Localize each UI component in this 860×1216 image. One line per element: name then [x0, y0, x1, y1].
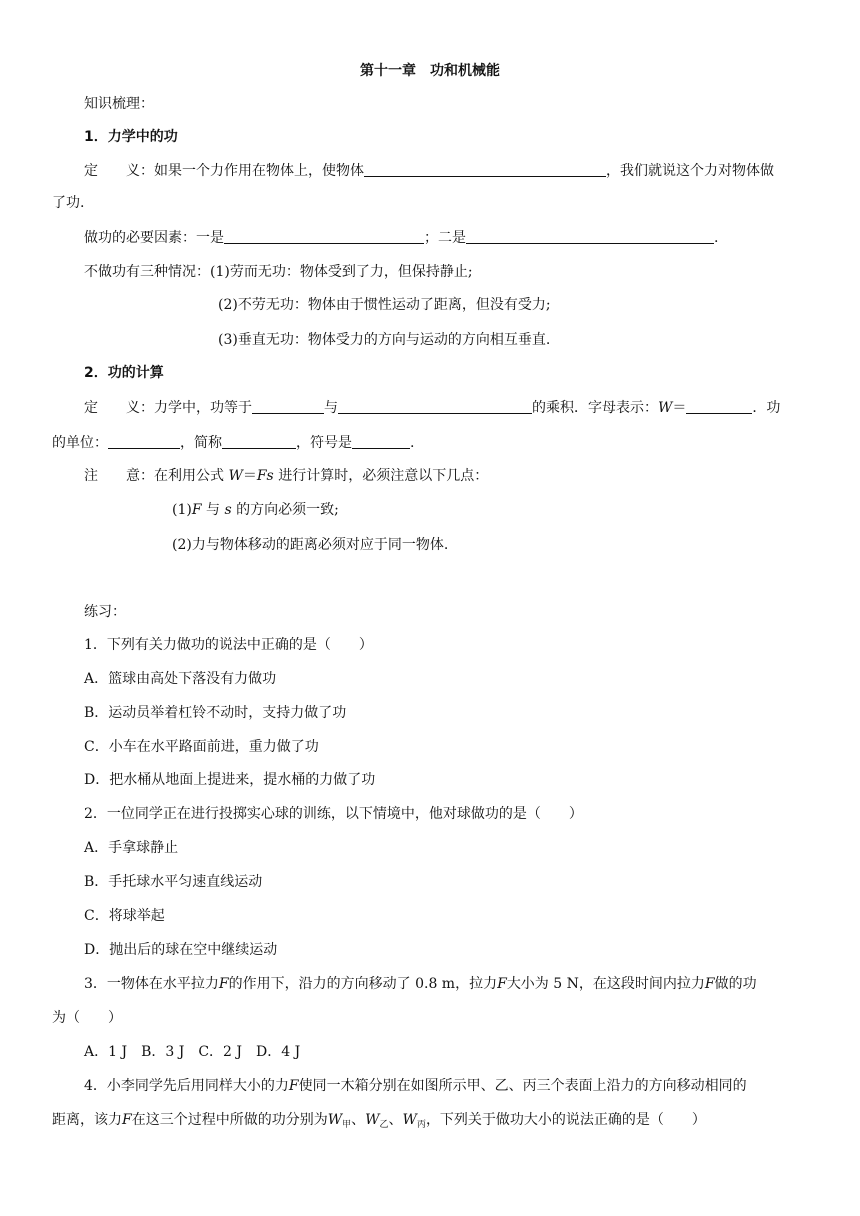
- s1-def-label: 定 义：: [84, 163, 154, 179]
- q3-stem-line-1: [84, 974, 812, 994]
- q4-w2: W: [365, 1112, 380, 1128]
- q2-option-b: B．手托球水平匀速直线运动: [84, 874, 263, 890]
- q4-sub-bing: 丙: [416, 1120, 426, 1130]
- s2-note-eq: ＝: [242, 468, 257, 484]
- q3-stem-c: 大小为 5 N，在这段时间内拉力: [506, 976, 705, 992]
- q1-stem: 1．下列有关力做功的说法中正确的是（ ）: [84, 637, 373, 653]
- q1-option-c: C．小车在水平路面前进，重力做了功: [84, 739, 319, 755]
- s2-note-1-s: s: [224, 502, 232, 518]
- q4-sep1: 、: [351, 1112, 366, 1128]
- s1-factors-c: .: [714, 230, 719, 246]
- q4-stem-a: 4．小李同学先后用同样大小的力: [84, 1078, 289, 1094]
- s2-note-w: W: [228, 468, 243, 484]
- s2-unit-a: 的单位：: [52, 435, 108, 451]
- q3-stem-a: 3．一物体在水平拉力: [84, 976, 219, 992]
- s2-def-b: 与: [324, 400, 338, 416]
- s2-unit-line: [52, 433, 812, 453]
- s2-unit-c: ，符号是: [296, 435, 352, 451]
- s2-note-fs: Fs: [256, 468, 274, 484]
- s2-note-1-f: F: [191, 502, 202, 518]
- q3-options: A．1 J B．3 J C．2 J D．4 J: [84, 1044, 301, 1060]
- s1-factors-line: [84, 228, 812, 248]
- s1-def-text-b: ，我们就说这个力对物体做: [606, 163, 774, 179]
- s1-factors-blank-1[interactable]: [224, 229, 424, 244]
- s2-def-w: W: [658, 400, 673, 416]
- q4-stem-c: 距离，该力: [52, 1112, 122, 1128]
- s1-def-continuation: 了功.: [52, 195, 85, 211]
- s2-def-c: 的乘积．字母表示：: [532, 400, 658, 416]
- s1-nowork-line-1: [84, 262, 812, 282]
- s2-unit-d: .: [410, 435, 415, 451]
- s2-def-a: 力学中，功等于: [154, 400, 252, 416]
- q2-option-a: A．手拿球静止: [84, 840, 179, 856]
- q4-stem-d: 在这三个过程中所做的功分别为: [131, 1112, 328, 1128]
- section-knowledge-heading: 知识梳理：: [84, 96, 154, 112]
- s1-factors-label: 做功的必要因素：: [84, 230, 196, 246]
- q3-f3: F: [704, 976, 715, 992]
- q4-f1: F: [288, 1078, 299, 1094]
- q1-option-b: B．运动员举着杠铃不动时，支持力做了功: [84, 705, 347, 721]
- s2-def-label: 定 义：: [84, 400, 154, 416]
- q1-option-a: A．篮球由高处下落没有力做功: [84, 671, 277, 687]
- q4-sub-yi: 乙: [379, 1120, 389, 1130]
- s2-note-a: 在利用公式: [154, 468, 224, 484]
- s2-note-1-num: (1): [172, 502, 192, 518]
- s1-factors-a: 一是: [196, 230, 224, 246]
- s1-definition-line: [84, 161, 812, 181]
- q3-f1: F: [218, 976, 229, 992]
- s2-note-1: [172, 500, 812, 520]
- s2-unit-blank-3[interactable]: [352, 434, 410, 449]
- q1-option-d: D．把水桶从地面上提进来，提水桶的力做了功: [84, 772, 376, 788]
- s1-heading: 1．力学中的功: [84, 129, 178, 145]
- s2-note-label: 注 意：: [84, 468, 154, 484]
- s2-def-d: ．功: [752, 400, 781, 416]
- q4-f2: F: [122, 1112, 132, 1128]
- q4-w1: W: [327, 1112, 343, 1128]
- s1-nowork-3: (3)垂直无功：物体受力的方向与运动的方向相互垂直.: [218, 332, 551, 348]
- s2-def-blank-3[interactable]: [686, 399, 752, 414]
- q4-sep2: 、: [388, 1112, 403, 1128]
- q3-stem-b: 的作用下，沿力的方向移动了 0.8 m，拉力: [228, 976, 498, 992]
- practice-heading: 练习：: [84, 604, 126, 620]
- s1-def-text-a: 如果一个力作用在物体上，使物体: [154, 163, 364, 179]
- s2-def-eq: ＝: [672, 400, 687, 416]
- q4-stem-line-1: [84, 1076, 812, 1096]
- s1-factors-blank-2[interactable]: [466, 229, 714, 244]
- s2-definition-line: [84, 398, 812, 418]
- s1-def-blank[interactable]: [364, 162, 606, 177]
- q4-stem-b: 使同一木箱分别在如图所示甲、乙、丙三个表面上沿力的方向移动相同的: [298, 1078, 747, 1094]
- s2-note-2: (2)力与物体移动的距离必须对应于同一物体.: [172, 537, 449, 553]
- q4-sub-jia: 甲: [342, 1120, 352, 1130]
- s1-nowork-2: (2)不劳无功：物体由于惯性运动了距离，但没有受力;: [218, 297, 551, 313]
- s2-note-line: [84, 466, 812, 486]
- q4-stem-line-2: [52, 1110, 812, 1135]
- s2-def-blank-2[interactable]: [338, 399, 532, 414]
- s1-nowork-1: (1)劳而无功：物体受到了力，但保持静止;: [210, 264, 473, 280]
- q3-f2: F: [497, 976, 507, 992]
- q4-stem-e: ，下列关于做功大小的说法正确的是（ ）: [425, 1112, 706, 1128]
- s2-unit-blank-1[interactable]: [108, 434, 180, 449]
- s2-unit-b: ，简称: [180, 435, 222, 451]
- s2-def-blank-1[interactable]: [252, 399, 324, 414]
- q2-option-d: D．抛出后的球在空中继续运动: [84, 942, 278, 958]
- q2-option-c: C．将球举起: [84, 908, 165, 924]
- q4-w3: W: [402, 1112, 417, 1128]
- s2-note-b: 进行计算时，必须注意以下几点：: [278, 468, 489, 484]
- s2-unit-blank-2[interactable]: [222, 434, 296, 449]
- s1-nowork-label: 不做功有三种情况：: [84, 264, 210, 280]
- s1-factors-b: ；二是: [424, 230, 466, 246]
- s2-heading: 2．功的计算: [84, 365, 164, 381]
- q3-stem-d: 做的功: [714, 976, 757, 992]
- s2-note-1-rest: 的方向必须一致;: [236, 502, 339, 518]
- q3-stem-e: 为（ ）: [52, 1010, 122, 1026]
- s2-note-1-and: 与: [206, 502, 221, 518]
- chapter-title: 第十一章 功和机械能: [360, 63, 500, 79]
- q2-stem: 2．一位同学正在进行投掷实心球的训练，以下情境中，他对球做功的是（ ）: [84, 806, 583, 822]
